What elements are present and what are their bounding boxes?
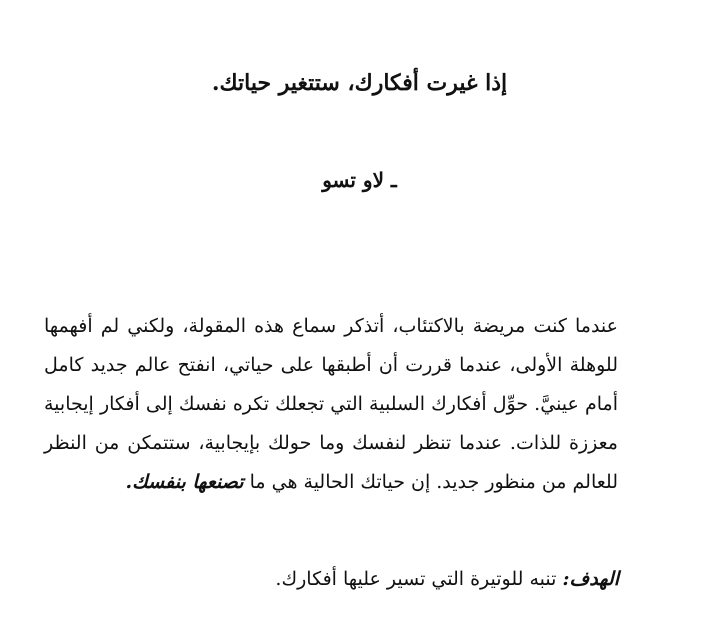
paragraph-line: عندما كنت مريضة بالاكتئاب، أتذكر سماع هذه المقولة، ولكني لم أفهمها: [44, 315, 618, 337]
epigraph-author: ـ لاو تسو: [322, 168, 397, 192]
paragraph-last-line: [44, 463, 618, 502]
paragraph-line: للوهلة الأولى، عندما قررت أن أطبقها على حياتي، انفتح عالم جديد كامل: [44, 354, 618, 376]
paragraph-emphasis: تصنعها بنفسك.: [125, 471, 244, 493]
goal-statement: [275, 568, 619, 590]
goal-label: الهدف:: [562, 568, 619, 590]
epigraph-quote: إذا غيرت أفكارك، ستتغير حياتك.: [211, 70, 508, 96]
paragraph-line-text: للعالم من منظور جديد. إن حياتك الحالية هي ما: [249, 471, 618, 493]
body-paragraph: [44, 307, 618, 502]
paragraph-line: معززة للذات. عندما تنظر لنفسك وما حولك بإيجابية، ستتمكن من النظر: [44, 432, 618, 454]
paragraph-line: أمام عينيَّ. حوِّل أفكارك السلبية التي تجعلك تكره نفسك إلى أفكار إيجابية: [44, 393, 618, 415]
goal-text: تنبه للوتيرة التي تسير عليها أفكارك.: [275, 568, 557, 590]
